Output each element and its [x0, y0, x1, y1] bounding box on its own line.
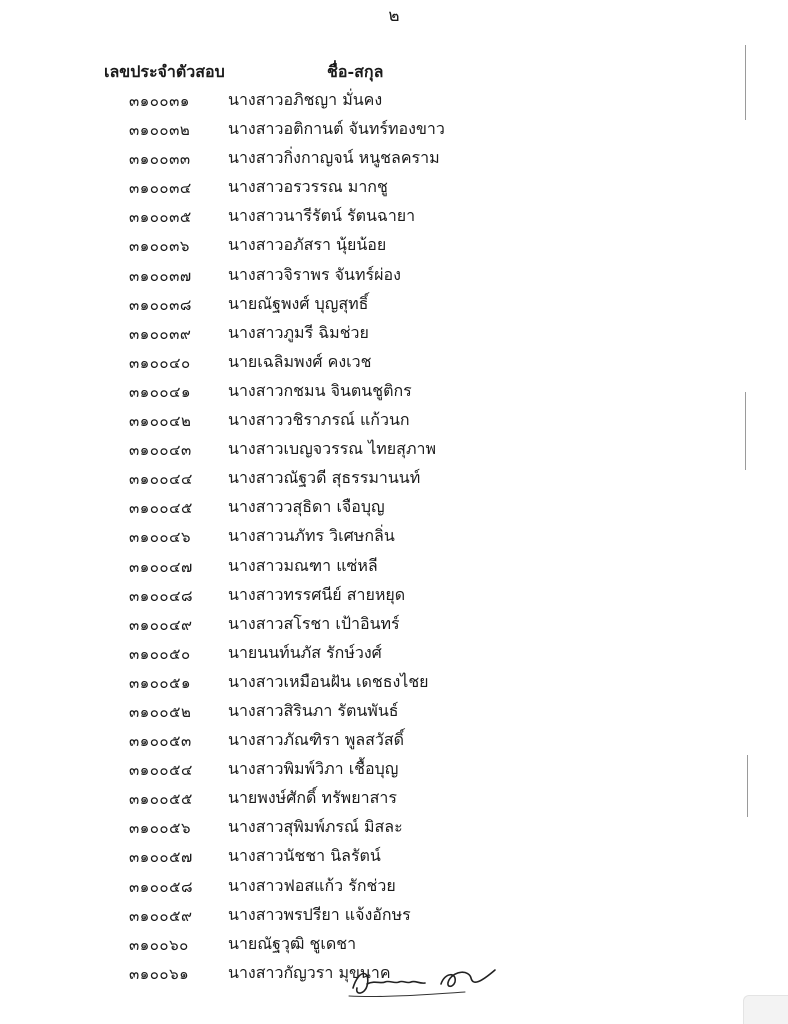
candidate-name: นางสาวกชมน จินตนชูติกร [228, 380, 412, 400]
candidate-row [0, 610, 788, 639]
candidate-name: นายเฉลิมพงศ์ คงเวช [228, 351, 372, 371]
candidate-name: นางสาวอติกานต์ จันทร์ทองขาว [228, 119, 445, 139]
candidate-name: นางสาวภูมรี ฉิมช่วย [228, 322, 369, 342]
candidate-name: นางสาวสิรินภา รัตนพันธ์ [228, 700, 399, 720]
candidate-id: ๓๑๐๐๓๘ [129, 295, 192, 314]
candidate-name: นางสาวเบญจวรรณ ไทยสุภาพ [228, 439, 437, 459]
candidate-id: ๓๑๐๐๕๒ [129, 702, 192, 721]
candidate-row [0, 668, 788, 697]
candidate-id: ๓๑๐๐๕๖ [129, 819, 191, 838]
candidate-id: ๓๑๐๐๓๓ [129, 150, 191, 169]
candidate-row [0, 755, 788, 784]
candidate-row [0, 726, 788, 755]
candidate-id: ๓๑๐๐๕๔ [129, 761, 193, 780]
candidate-name: นางสาวมณฑา แซ่หลี [228, 555, 378, 575]
candidate-id: ๓๑๐๐๕๑ [129, 673, 191, 692]
candidate-row [0, 86, 788, 115]
candidate-id: ๓๑๐๐๔๗ [129, 557, 193, 576]
candidate-id: ๓๑๐๐๓๒ [129, 121, 191, 140]
candidate-row [0, 464, 788, 493]
candidate-name: นางสาวอรวรรณ มากชู [228, 177, 388, 197]
candidate-id: ๓๑๐๐๕๙ [129, 906, 193, 925]
candidate-name: นายพงษ์ศักดิ์ ทรัพยาสาร [228, 788, 397, 808]
candidate-name: นายณัฐวุฒิ ชูเดชา [228, 933, 357, 953]
candidate-id: ๓๑๐๐๓๖ [129, 237, 190, 256]
candidate-id: ๓๑๐๐๕๐ [129, 644, 191, 663]
scan-mark [745, 392, 746, 470]
candidate-id: ๓๑๐๐๔๘ [129, 586, 194, 605]
candidate-id: ๓๑๐๐๕๗ [129, 848, 193, 867]
scan-mark [747, 755, 748, 817]
candidate-row [0, 522, 788, 551]
candidate-name: นางสาววชิราภรณ์ แก้วนก [228, 410, 410, 430]
candidate-row [0, 784, 788, 813]
candidate-name: นางสาววสุธิดา เจือบุญ [228, 497, 385, 517]
candidate-row [0, 115, 788, 144]
candidate-name: นางสาวนภัทร วิเศษกลิ่น [228, 526, 395, 546]
candidate-name: นางสาวทรรศนีย์ สายหยุด [228, 584, 406, 604]
candidate-row [0, 813, 788, 842]
candidate-id: ๓๑๐๐๔๖ [129, 528, 191, 547]
candidate-id: ๓๑๐๐๓๑ [129, 92, 190, 110]
candidate-row [0, 173, 788, 202]
candidate-row [0, 872, 788, 901]
candidate-id: ๓๑๐๐๕๓ [129, 732, 192, 751]
candidate-name: นางสาวณัฐวดี สุธรรมานนท์ [228, 468, 421, 488]
candidate-row [0, 406, 788, 435]
candidate-id: ๓๑๐๐๖๐ [129, 935, 189, 954]
candidate-row [0, 901, 788, 930]
candidate-row [0, 639, 788, 668]
handwritten-signature [345, 958, 505, 1008]
candidate-id: ๓๑๐๐๕๘ [129, 877, 194, 896]
candidate-name: นางสาวอภัสรา นุ้ยน้อย [228, 235, 387, 255]
candidate-id: ๓๑๐๐๓๔ [129, 179, 192, 198]
candidate-name: นางสาวนัชชา นิลรัตน์ [228, 846, 381, 866]
candidate-row [0, 231, 788, 260]
candidate-id: ๓๑๐๐๓๕ [129, 208, 192, 227]
candidate-name: นางสาวจิราพร จันทร์ผ่อง [228, 264, 401, 284]
candidate-id: ๓๑๐๐๔๕ [129, 499, 193, 518]
candidate-id: ๓๑๐๐๔๐ [129, 353, 191, 372]
name-column-header: ชื่อ-สกุล [327, 62, 384, 81]
candidate-row [0, 552, 788, 581]
candidate-row [0, 290, 788, 319]
candidate-name: นางสาวสโรชา เป้าอินทร์ [228, 613, 400, 633]
candidate-id: ๓๑๐๐๔๑ [129, 382, 191, 401]
candidate-list [0, 86, 788, 988]
candidate-name: นางสาวอภิชญา มั่นคง [228, 90, 383, 109]
candidate-row [0, 202, 788, 231]
candidate-id: ๓๑๐๐๓๗ [129, 266, 192, 285]
candidate-name: นายณัฐพงศ์ บุญสุทธิ์ [228, 293, 369, 313]
candidate-name: นางสาวฟอสแก้ว รักช่วย [228, 875, 396, 895]
candidate-row [0, 319, 788, 348]
candidate-row [0, 842, 788, 871]
candidate-row [0, 261, 788, 290]
candidate-id: ๓๑๐๐๔๒ [129, 412, 192, 431]
candidate-name: นางสาวกิ่งกาญจน์ หนูชลคราม [228, 148, 440, 168]
scan-mark [745, 45, 746, 120]
candidate-name: นางสาวนารีรัตน์ รัตนฉายา [228, 206, 416, 226]
candidate-row [0, 493, 788, 522]
candidate-name: นางสาวกัญวรา มุขนาค [228, 962, 391, 982]
candidate-row [0, 930, 788, 959]
page-number: ๒ [388, 6, 400, 26]
table-header [0, 56, 788, 86]
page-corner [743, 995, 788, 1024]
candidate-id: ๓๑๐๐๔๙ [129, 615, 193, 634]
candidate-name: นางสาวเหมือนฝัน เดชธงไชย [228, 671, 429, 691]
candidate-row [0, 697, 788, 726]
id-column-header: เลขประจำตัวสอบ [104, 62, 225, 81]
candidate-name: นางสาวพิมพ์วิภา เชื้อบุญ [228, 759, 399, 779]
candidate-id: ๓๑๐๐๔๔ [129, 470, 193, 489]
candidate-row [0, 377, 788, 406]
candidate-row [0, 348, 788, 377]
candidate-name: นายนนท์นภัส รักษ์วงศ์ [228, 642, 382, 662]
candidate-name: นางสาวสุพิมพ์ภรณ์ มิสละ [228, 817, 403, 837]
candidate-row [0, 435, 788, 464]
candidate-row [0, 581, 788, 610]
candidate-id: ๓๑๐๐๕๕ [129, 790, 193, 809]
candidate-id: ๓๑๐๐๓๙ [129, 324, 192, 343]
candidate-name: นางสาวภัณฑิรา พูลสวัสดิ์ [228, 730, 405, 750]
candidate-name: นางสาวพรปรียา แจ้งอักษร [228, 904, 411, 924]
candidate-row [0, 144, 788, 173]
candidate-id: ๓๑๐๐๔๓ [129, 441, 192, 460]
candidate-id: ๓๑๐๐๖๑ [129, 964, 190, 983]
